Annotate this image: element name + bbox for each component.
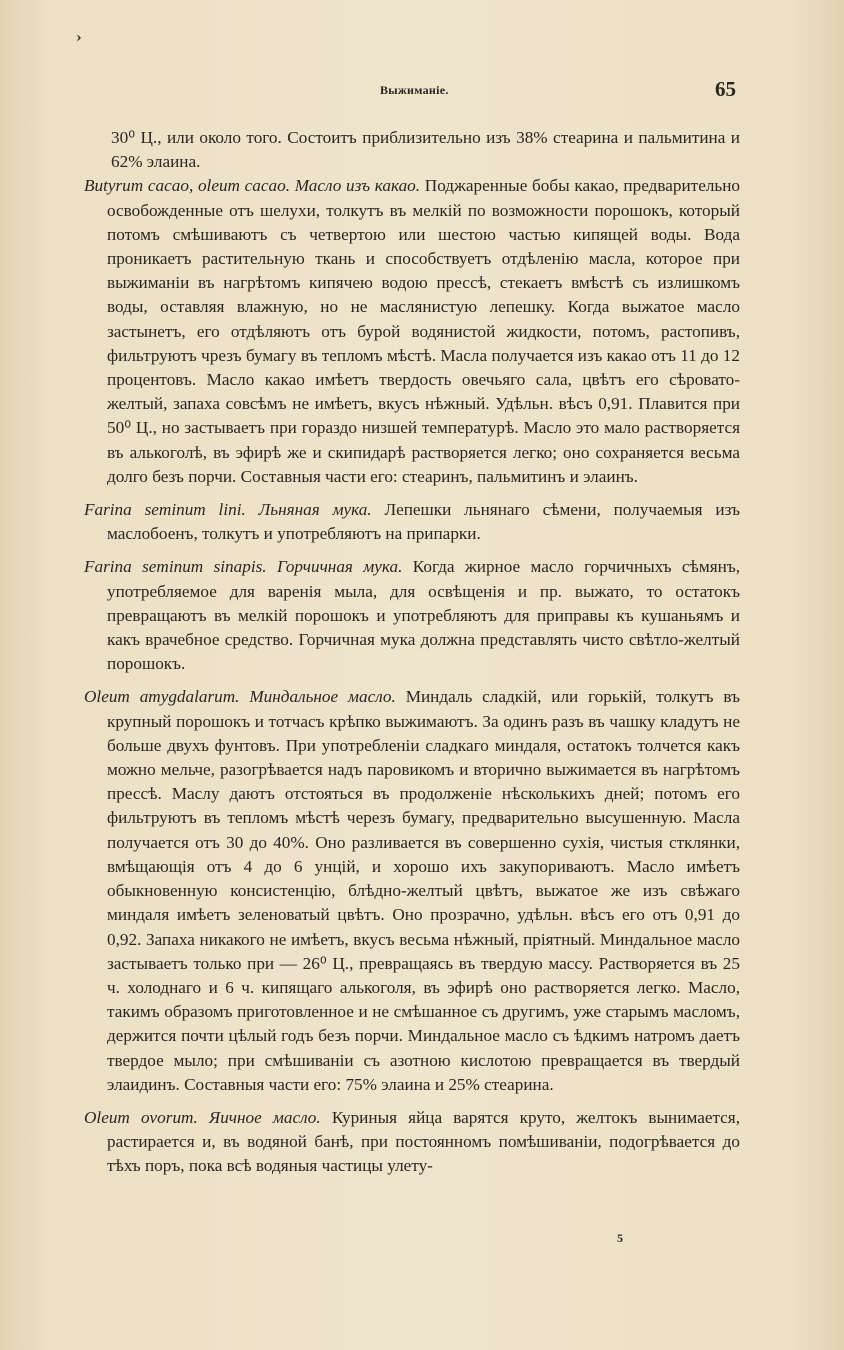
entry-russian-title: Масло изъ какао. xyxy=(294,176,421,196)
entry-text: Когда жирное масло горчичныхъ сѣмянъ, употребляемое для варенія мыла, для освѣщенія и пр. выжато, то остатокъ превращаютъ въ мелкій порошокъ и употребляютъ для приправы къ кушаньямъ и какъ врачебное средство. Горчичная мука должна представлять чисто свѣтло-желтый порошокъ. xyxy=(107,557,741,674)
entry-latin-name: Oleum amygdalarum. xyxy=(84,687,240,707)
entry-oleum-ovorum xyxy=(84,1106,740,1179)
body-text xyxy=(84,126,740,1179)
page-header xyxy=(0,77,844,104)
entry-butyrum-cacao xyxy=(84,174,740,489)
page-number: 65 xyxy=(715,77,736,101)
entry-russian-title: Льняная мука. xyxy=(258,500,372,520)
entry-latin-name: Oleum ovorum. xyxy=(84,1107,198,1127)
entry-latin-name: Farina seminum sinapis. xyxy=(84,557,267,577)
entry-farina-lini xyxy=(84,498,740,546)
entry-russian-title: Горчичная мука. xyxy=(276,557,403,577)
entry-text: Миндаль сладкій, или горькій, толкутъ въ крупный порошокъ и тотчасъ крѣпко выжимаютъ. За одинъ разъ въ чашку кладутъ не больше двухъ фунтовъ. При употребленіи сладкаго миндаля, остатокъ толчется какъ можно мельче, разогрѣвается надъ паровикомъ и вторично выжимается въ нагрѣтомъ прессѣ. Маслу даютъ отстояться въ продолженіе нѣсколькихъ дней; потомъ его фильтруютъ въ тепломъ мѣстѣ черезъ бумагу, предварительно высушенную. Масла получается отъ 30 до 40%. Оно разливается въ совершенно сухія, чистыя стклянки, вмѣщающія отъ 4 до 6 унцій, и хорошо ихъ закупориваютъ. Масло имѣетъ обыкновенную консистенцію, блѣдно-желтый цвѣтъ, выжатое же изъ свѣжаго миндаля имѣетъ зеленоватый цвѣтъ. Оно прозрачно, удѣльн. вѣсъ его отъ 0,91 до 0,92. Запаха никакого не имѣетъ, вкусъ весьма нѣжный, пріятный. Миндальное масло застываетъ только при — 26⁰ Ц., превращаясь въ твердую массу. Растворяется въ 25 ч. холоднаго и 6 ч. кипящаго алькоголя, въ эфирѣ оно растворяется легко. Масло, такимъ образомъ приготовленное и не смѣшанное съ другимъ, уже старымъ масломъ, держится почти цѣлый годъ безъ порчи. Миндальное масло съ ѣдкимъ натромъ даетъ твердое мыло; при смѣшиваніи съ азотною кислотою превращается въ твердый элаидинъ. Составныя части его: 75% элаина и 25% стеарина. xyxy=(107,687,741,1094)
entry-russian-title: Яичное масло. xyxy=(208,1107,321,1127)
entry-oleum-amygdalarum xyxy=(84,685,740,1096)
entry-text: Поджаренные бобы какао, предварительно освобожденные отъ шелухи, толкутъ въ мелкій по возможности порошокъ, который потомъ смѣшиваютъ съ четвертою или шестою частью кипящей воды. Вода проникаетъ растительную ткань и способствуетъ отдѣленію масла, которое при выжиманіи въ нагрѣтомъ кипячею водою прессѣ, стекаетъ вмѣстѣ съ излишкомъ воды, оставляя влажную, но не маслянистую лепешку. Когда выжатое масло застынетъ, его отдѣляютъ отъ бурой водянистой жидкости, потомъ, растопивъ, фильтруютъ чрезъ бумагу въ тепломъ мѣстѣ. Масла получается изъ какао отъ 11 до 12 процентовъ. Масло какао имѣетъ твердость овечьяго сала, цвѣтъ его сѣровато-желтый, запаха совсѣмъ не имѣетъ, вкусъ нѣжный. Удѣльн. вѣсъ 0,91. Плавится при 50⁰ Ц., но застываетъ при гораздо низшей температурѣ. Масло это мало растворяется въ алькоголѣ, въ эфирѣ же и скипидарѣ растворяется легко; оно сохраняется весьма долго безъ порчи. Составныя части его: стеаринъ, пальмитинъ и элаинъ. xyxy=(107,176,741,486)
entry-latin-name: Farina seminum lini. xyxy=(84,500,246,520)
entry-text: Лепешки льнянаго сѣмени, получаемыя изъ маслобоенъ, толкутъ и употребляютъ на припарки. xyxy=(107,500,741,544)
signature-mark: 5 xyxy=(617,1231,623,1245)
paragraph-continuation xyxy=(84,126,740,174)
entry-text: Куриныя яйца варятся круто, желтокъ вынимается, растирается и, въ водяной банѣ, при постоянномъ помѣшиваніи, подогрѣвается до тѣхъ поръ, пока всѣ водяныя частицы улету- xyxy=(107,1107,741,1176)
running-head: Выжиманіе. xyxy=(380,83,449,97)
entry-russian-title: Миндальное масло. xyxy=(249,687,396,707)
paragraph-text: 30⁰ Ц., или около того. Состоитъ приблизительно изъ 38% стеарина и пальмитина и 62% элаина. xyxy=(111,128,740,172)
entry-farina-sinapis xyxy=(84,555,740,676)
entry-latin-name: Butyrum cacao, oleum cacao. xyxy=(84,176,291,196)
margin-mark: › xyxy=(76,30,82,46)
